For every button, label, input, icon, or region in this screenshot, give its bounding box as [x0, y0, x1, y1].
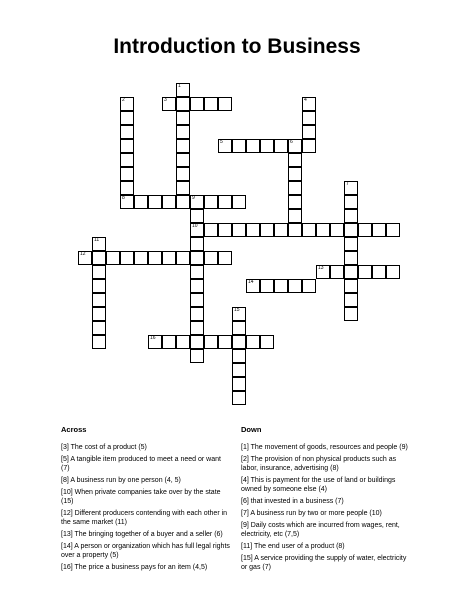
- clue-text: The provision of non physical products such as labor, insurance, advertising (8): [241, 456, 397, 472]
- crossword-cell[interactable]: [246, 335, 260, 349]
- crossword-cell[interactable]: [302, 139, 316, 153]
- crossword-cell[interactable]: [232, 223, 246, 237]
- clue-item: [241, 497, 411, 506]
- crossword-cell[interactable]: [344, 251, 358, 265]
- crossword-cell[interactable]: [288, 167, 302, 181]
- crossword-cell[interactable]: [190, 251, 204, 265]
- crossword-cell[interactable]: [148, 335, 162, 349]
- crossword-cell[interactable]: [176, 153, 190, 167]
- clue-number: [5]: [61, 456, 69, 463]
- crossword-cell[interactable]: [120, 195, 134, 209]
- across-heading: Across: [61, 425, 87, 434]
- crossword-cell[interactable]: [92, 293, 106, 307]
- clue-item: [241, 509, 411, 518]
- cell-number: 8: [122, 195, 125, 201]
- clue-text: The end user of a product (8): [252, 543, 345, 550]
- crossword-cell[interactable]: [162, 335, 176, 349]
- clue-item: [61, 476, 231, 485]
- crossword-cell[interactable]: [260, 223, 274, 237]
- clue-text: Different producers contending with each other in the same market (11): [61, 510, 228, 526]
- crossword-cell[interactable]: [246, 139, 260, 153]
- crossword-cell[interactable]: [92, 251, 106, 265]
- cell-number: 3: [164, 97, 167, 103]
- crossword-cell[interactable]: [190, 237, 204, 251]
- crossword-cell[interactable]: [288, 279, 302, 293]
- crossword-cell[interactable]: [78, 251, 92, 265]
- crossword-cell[interactable]: [204, 195, 218, 209]
- clue-number: [3]: [61, 444, 69, 451]
- crossword-cell[interactable]: [176, 195, 190, 209]
- crossword-cell[interactable]: [204, 335, 218, 349]
- crossword-cell[interactable]: [386, 223, 400, 237]
- across-clues: [61, 425, 231, 575]
- cell-number: 11: [94, 237, 100, 243]
- cell-number: 12: [80, 251, 86, 257]
- crossword-cell[interactable]: [190, 97, 204, 111]
- crossword-cell[interactable]: [148, 251, 162, 265]
- crossword-cell[interactable]: [120, 153, 134, 167]
- clue-text: The movement of goods, resources and people (9): [248, 444, 408, 451]
- crossword-cell[interactable]: [302, 223, 316, 237]
- crossword-cell[interactable]: [288, 209, 302, 223]
- crossword-cell[interactable]: [344, 223, 358, 237]
- clue-number: [15]: [241, 555, 253, 562]
- crossword-cell[interactable]: [162, 251, 176, 265]
- clue-item: [61, 509, 231, 527]
- crossword-cell[interactable]: [344, 265, 358, 279]
- crossword-cell[interactable]: [288, 195, 302, 209]
- crossword-cell[interactable]: [92, 237, 106, 251]
- crossword-cell[interactable]: [120, 111, 134, 125]
- crossword-cell[interactable]: [344, 209, 358, 223]
- crossword-cell[interactable]: [358, 265, 372, 279]
- crossword-cell[interactable]: [92, 335, 106, 349]
- crossword-cell[interactable]: [218, 251, 232, 265]
- crossword-cell[interactable]: [232, 139, 246, 153]
- crossword-cell[interactable]: [176, 139, 190, 153]
- crossword-cell[interactable]: [330, 223, 344, 237]
- cell-number: 13: [318, 265, 324, 271]
- clue-number: [4]: [241, 477, 249, 484]
- clue-number: [6]: [241, 498, 249, 505]
- clue-text: When private companies take over by the state (15): [61, 489, 221, 505]
- clue-number: [11]: [241, 543, 253, 550]
- clue-item: [61, 542, 231, 560]
- crossword-cell[interactable]: [190, 349, 204, 363]
- crossword-cell[interactable]: [204, 97, 218, 111]
- crossword-cell[interactable]: [302, 97, 316, 111]
- crossword-cell[interactable]: [288, 181, 302, 195]
- crossword-cell[interactable]: [358, 223, 372, 237]
- crossword-cell[interactable]: [372, 223, 386, 237]
- clue-text: The cost of a product (5): [68, 444, 147, 451]
- crossword-cell[interactable]: [176, 83, 190, 97]
- crossword-cell[interactable]: [134, 195, 148, 209]
- cell-number: 15: [234, 307, 240, 313]
- crossword-cell[interactable]: [176, 335, 190, 349]
- crossword-cell[interactable]: [302, 125, 316, 139]
- cell-number: 6: [290, 139, 293, 145]
- crossword-cell[interactable]: [232, 321, 246, 335]
- clue-number: [7]: [241, 510, 249, 517]
- crossword-cell[interactable]: [316, 223, 330, 237]
- clue-text: A service providing the supply of water, electricity or gas (7): [241, 555, 407, 571]
- crossword-cell[interactable]: [190, 279, 204, 293]
- crossword-cell[interactable]: [274, 223, 288, 237]
- clue-number: [13]: [61, 531, 73, 538]
- clue-item: [61, 563, 231, 572]
- clue-item: [61, 488, 231, 506]
- clue-number: [8]: [61, 477, 69, 484]
- crossword-cell[interactable]: [92, 265, 106, 279]
- crossword-cell[interactable]: [316, 265, 330, 279]
- crossword-cell[interactable]: [190, 293, 204, 307]
- crossword-cell[interactable]: [190, 195, 204, 209]
- crossword-cell[interactable]: [232, 349, 246, 363]
- crossword-cell[interactable]: [288, 223, 302, 237]
- crossword-cell[interactable]: [260, 139, 274, 153]
- crossword-cell[interactable]: [372, 265, 386, 279]
- crossword-cell[interactable]: [176, 111, 190, 125]
- cell-number: 7: [346, 181, 349, 187]
- crossword-cell[interactable]: [302, 111, 316, 125]
- crossword-cell[interactable]: [302, 279, 316, 293]
- crossword-cell[interactable]: [260, 335, 274, 349]
- cell-number: 1: [178, 83, 181, 89]
- crossword-cell[interactable]: [344, 195, 358, 209]
- crossword-cell[interactable]: [218, 139, 232, 153]
- crossword-cell[interactable]: [274, 139, 288, 153]
- clue-text: The bringing together of a buyer and a seller (6): [72, 531, 223, 538]
- clue-item: [241, 542, 411, 551]
- clue-item: [61, 443, 231, 452]
- crossword-cell[interactable]: [246, 279, 260, 293]
- crossword-cell[interactable]: [176, 125, 190, 139]
- clue-item: [241, 455, 411, 473]
- crossword-cell[interactable]: [92, 279, 106, 293]
- crossword-cell[interactable]: [232, 335, 246, 349]
- cell-number: 14: [248, 279, 254, 285]
- down-heading: Down: [241, 425, 262, 434]
- crossword-cell[interactable]: [190, 209, 204, 223]
- crossword-cell[interactable]: [120, 139, 134, 153]
- crossword-cell[interactable]: [344, 279, 358, 293]
- crossword-cell[interactable]: [218, 195, 232, 209]
- clue-number: [14]: [61, 543, 73, 550]
- crossword-cell[interactable]: [344, 181, 358, 195]
- cell-number: 10: [192, 223, 198, 229]
- cell-number: 4: [304, 97, 307, 103]
- clue-number: [1]: [241, 444, 249, 451]
- crossword-cell[interactable]: [344, 293, 358, 307]
- cell-number: 5: [220, 139, 223, 145]
- crossword-cell[interactable]: [232, 391, 246, 405]
- crossword-cell[interactable]: [232, 195, 246, 209]
- puzzle-title: Introduction to Business: [113, 35, 361, 58]
- clue-number: [16]: [61, 564, 73, 571]
- crossword-cell[interactable]: [246, 223, 260, 237]
- clue-item: [61, 530, 231, 539]
- cell-number: 2: [122, 97, 125, 103]
- crossword-cell[interactable]: [218, 335, 232, 349]
- crossword-cell[interactable]: [120, 125, 134, 139]
- clue-item: [61, 455, 231, 473]
- crossword-cell[interactable]: [106, 251, 120, 265]
- crossword-cell[interactable]: [344, 307, 358, 321]
- clue-text: A business run by one person (4, 5): [68, 477, 181, 484]
- crossword-cell[interactable]: [190, 335, 204, 349]
- crossword-cell[interactable]: [190, 307, 204, 321]
- crossword-cell[interactable]: [162, 195, 176, 209]
- crossword-cell[interactable]: [344, 237, 358, 251]
- clue-text: that invested in a business (7): [248, 498, 344, 505]
- crossword-cell[interactable]: [92, 307, 106, 321]
- clue-number: [10]: [61, 489, 73, 496]
- crossword-cell[interactable]: [176, 167, 190, 181]
- crossword-cell[interactable]: [120, 97, 134, 111]
- clue-number: [2]: [241, 456, 249, 463]
- cell-number: 9: [192, 195, 195, 201]
- crossword-cell[interactable]: [176, 251, 190, 265]
- clue-item: [241, 521, 411, 539]
- clue-text: This is payment for the use of land or buildings owned by someone else (4): [241, 477, 396, 493]
- crossword-cell[interactable]: [92, 321, 106, 335]
- crossword-cell[interactable]: [330, 265, 344, 279]
- crossword-cell[interactable]: [232, 307, 246, 321]
- clue-item: [241, 554, 411, 572]
- crossword-cell[interactable]: [190, 223, 204, 237]
- crossword-cell[interactable]: [134, 251, 148, 265]
- crossword-cell[interactable]: [218, 97, 232, 111]
- crossword-cell[interactable]: [120, 251, 134, 265]
- crossword-cell[interactable]: [232, 363, 246, 377]
- clue-text: Daily costs which are incurred from wages, rent, electricity, etc (7,5): [241, 522, 400, 538]
- crossword-cell[interactable]: [176, 97, 190, 111]
- crossword-cell[interactable]: [190, 265, 204, 279]
- crossword-cell[interactable]: [162, 97, 176, 111]
- clue-item: [241, 476, 411, 494]
- clue-number: [9]: [241, 522, 249, 529]
- clue-text: A person or organization which has full legal rights over a property (5): [61, 543, 230, 559]
- crossword-cell[interactable]: [204, 223, 218, 237]
- crossword-cell[interactable]: [232, 377, 246, 391]
- crossword-cell[interactable]: [218, 223, 232, 237]
- crossword-cell[interactable]: [148, 195, 162, 209]
- crossword-cell[interactable]: [274, 279, 288, 293]
- cell-number: 16: [150, 335, 156, 341]
- clue-item: [241, 443, 411, 452]
- crossword-cell[interactable]: [288, 153, 302, 167]
- down-clues: [241, 425, 411, 575]
- clue-text: The price a business pays for an item (4,5): [72, 564, 208, 571]
- crossword-cell[interactable]: [288, 139, 302, 153]
- crossword-cell[interactable]: [204, 251, 218, 265]
- clue-text: A business run by two or more people (10): [248, 510, 382, 517]
- clue-text: A tangible item produced to meet a need or want (7): [61, 456, 221, 472]
- clue-number: [12]: [61, 510, 73, 517]
- crossword-cell[interactable]: [190, 321, 204, 335]
- crossword-cell[interactable]: [386, 265, 400, 279]
- crossword-cell[interactable]: [120, 181, 134, 195]
- crossword-cell[interactable]: [120, 167, 134, 181]
- crossword-cell[interactable]: [176, 181, 190, 195]
- crossword-cell[interactable]: [260, 279, 274, 293]
